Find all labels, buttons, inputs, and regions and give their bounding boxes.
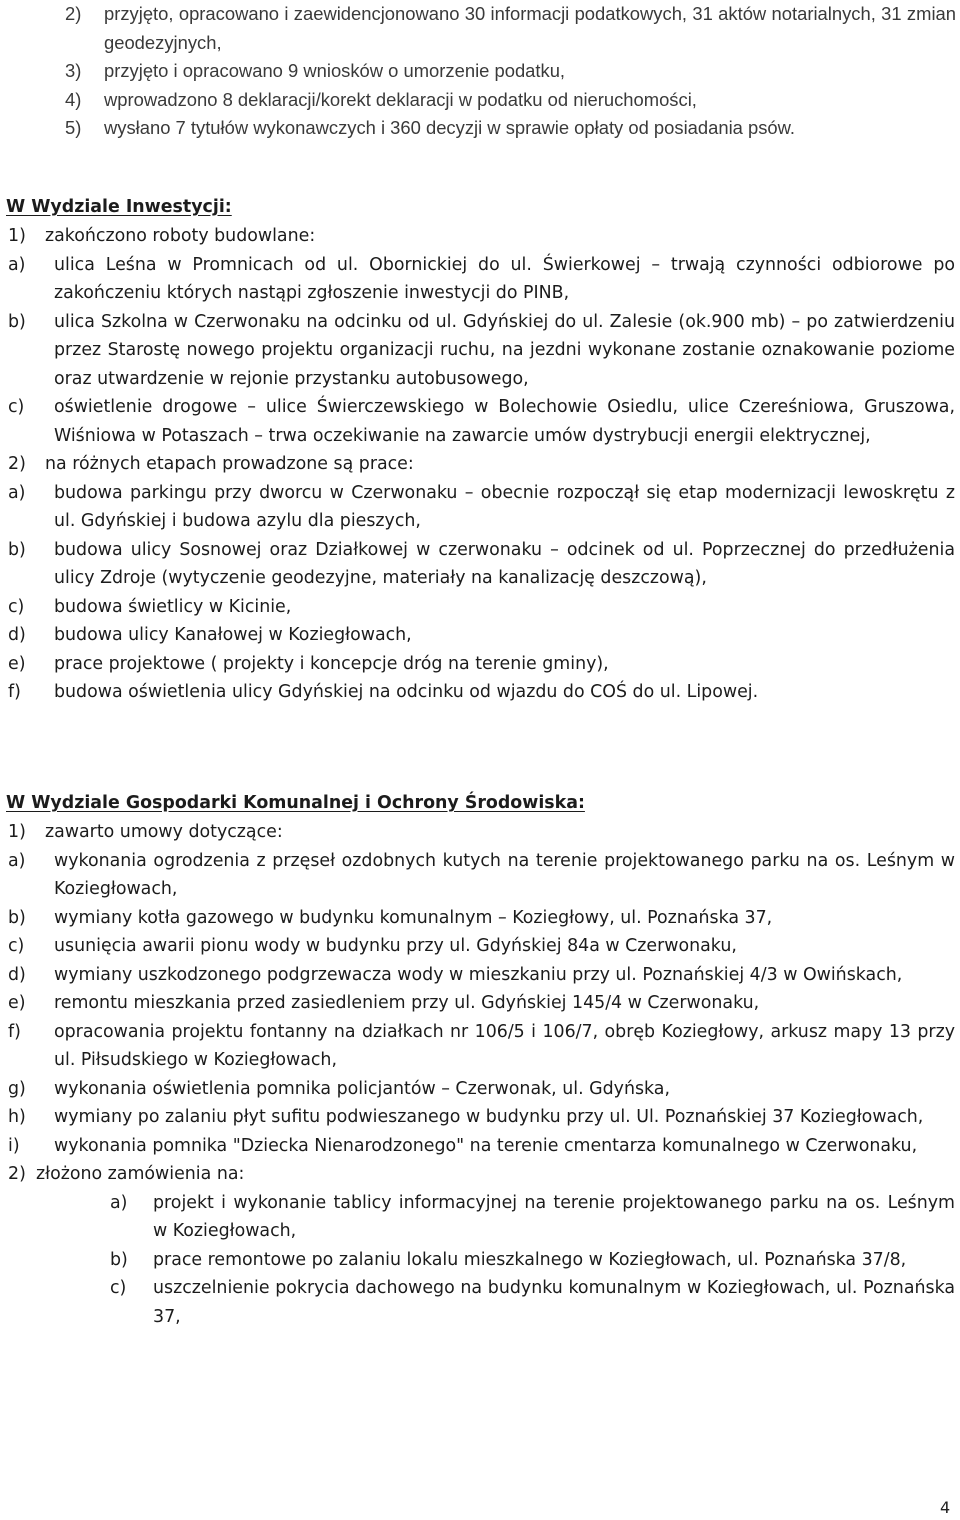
item-label: c) (8, 936, 25, 956)
item-label: 4) (65, 88, 82, 110)
page-number: 4 (940, 1498, 951, 1517)
list-item (0, 479, 960, 536)
item-text: wymiany uszkodzonego podgrzewacza wody w mieszkaniu przy ul. Poznańskiej 4/3 w Owińskach, (54, 964, 903, 985)
item-label: b) (8, 907, 26, 928)
item-label: b) (110, 1249, 128, 1270)
list-item (0, 450, 960, 479)
list-item (0, 904, 960, 933)
list-item (0, 650, 960, 679)
list-item (0, 847, 960, 904)
item-label: a) (8, 482, 26, 503)
list-item (0, 1246, 960, 1275)
item-label: d) (8, 625, 26, 645)
item-label: f) (8, 1021, 21, 1042)
item-label: 3) (65, 60, 82, 81)
list-item (0, 1189, 960, 1246)
item-label: 5) (65, 117, 82, 138)
item-label: a) (8, 850, 26, 871)
item-label: c) (8, 397, 25, 417)
item-text: wymiany po zalaniu płyt sufitu podwieszanego w budynku przy ul. Ul. Poznańskiej 37 Koziegłowach, (54, 1107, 924, 1127)
list-item (0, 86, 960, 115)
list-item (0, 393, 960, 450)
item-label: b) (8, 539, 26, 560)
item-text: wykonania pomnika "Dziecka Nienarodzonego" na terenie cmentarza komunalnego w Czerwonaku, (54, 1135, 918, 1156)
list-item (0, 1160, 960, 1189)
item-text: budowa oświetlenia ulicy Gdyńskiej na odcinku od wjazdu do COŚ do ul. Lipowej. (54, 682, 759, 702)
list-item (0, 989, 960, 1018)
item-text: prace remontowe po zalaniu lokalu mieszkalnego w Koziegłowach, ul. Poznańska 37/8, (153, 1249, 907, 1270)
list-item (0, 114, 960, 143)
item-text: ulica Leśna w Promnicach od ul. Obornickiej do ul. Świerkowej – trwają czynności odbiorowe po zakończeniu których nastąpi zgłoszenie inwestycji do PINB, (54, 254, 955, 303)
list-item (0, 961, 960, 990)
list-item (0, 251, 960, 308)
list-item (0, 308, 960, 394)
item-text: remontu mieszkania przed zasiedleniem przy ul. Gdyńskiej 145/4 w Czerwonaku, (54, 993, 760, 1013)
list-item (0, 57, 960, 86)
item-label: c) (8, 596, 25, 617)
item-text: budowa ulicy Sosnowej oraz Działkowej w czerwonaku – odcinek od ul. Poprzecznej do przedłużenia ulicy Zdroje (wytyczenie geodezyjne, materiały na kanalizację deszczową), (54, 539, 955, 588)
item-label: a) (8, 254, 26, 275)
item-label: 2) (8, 1164, 26, 1184)
communal-section (0, 818, 960, 1331)
item-label: h) (8, 1107, 26, 1127)
item-text: ulica Szkolna w Czerwonaku na odcinku od ul. Gdyńskiej do ul. Zalesie (ok.900 mb) – po zatwierdzeniu przez Starostę nowego projektu organizacji ruchu, na jezdni wykonane zostanie oznakowanie poziome oraz utwardzenie w rejonie przystanku autobusowego, (54, 311, 955, 389)
list-item (0, 1274, 960, 1331)
tax-activities-list (0, 0, 960, 143)
item-label: i) (8, 1135, 20, 1156)
item-label: a) (110, 1192, 128, 1213)
item-text: projekt i wykonanie tablicy informacyjnej na terenie projektowanego parku na os. Leśnym w Koziegłowach, (153, 1192, 955, 1241)
item-text: zakończono roboty budowlane: (45, 226, 316, 246)
list-item (0, 818, 960, 847)
list-item (0, 621, 960, 650)
list-item (0, 1075, 960, 1104)
item-label: e) (8, 653, 26, 674)
section-heading: W Wydziale Inwestycji: (6, 197, 232, 217)
item-text: uszczelnienie pokrycia dachowego na budynku komunalnym w Koziegłowach, ul. Poznańska 37, (153, 1278, 955, 1327)
list-item (0, 932, 960, 961)
item-text: wymiany kotła gazowego w budynku komunalnym – Koziegłowy, ul. Poznańska 37, (54, 907, 773, 928)
item-text: budowa parkingu przy dworcu w Czerwonaku – obecnie rozpoczął się etap modernizacji lewoskrętu z ul. Gdyńskiej i budowa azylu dla pieszych, (54, 482, 955, 531)
list-item (0, 536, 960, 593)
item-label: g) (8, 1078, 26, 1099)
list-item (0, 678, 960, 707)
list-item (0, 1103, 960, 1132)
item-text: przyjęto i opracowano 9 wniosków o umorzenie podatku, (104, 60, 566, 81)
item-text: oświetlenie drogowe – ulice Świerczewskiego w Bolechowie Osiedlu, ulice Czereśniowa, Gruszowa, Wiśniowa w Potaszach – trwa oczekiwanie na zawarcie umów dystrybucji energii elektrycznej, (54, 397, 955, 446)
item-label: 2) (8, 454, 26, 474)
item-label: d) (8, 964, 26, 985)
item-label: c) (110, 1278, 127, 1298)
list-item (0, 1132, 960, 1161)
item-text: wprowadzono 8 deklaracji/korekt deklaracji w podatku od nieruchomości, (104, 88, 697, 110)
list-item (0, 593, 960, 622)
item-label: b) (8, 311, 26, 332)
list-item (0, 0, 960, 57)
item-text: wysłano 7 tytułów wykonawczych i 360 decyzji w sprawie opłaty od posiadania psów. (104, 117, 796, 138)
item-text: usunięcia awarii pionu wody w budynku przy ul. Gdyńskiej 84a w Czerwonaku, (54, 936, 737, 956)
item-text: prace projektowe ( projekty i koncepcje dróg na terenie gminy), (54, 653, 609, 674)
section-heading: W Wydziale Gospodarki Komunalnej i Ochrony Środowiska: (6, 793, 585, 813)
list-item (0, 222, 960, 251)
item-text: złożono zamówienia na: (36, 1164, 245, 1184)
item-label: 2) (65, 3, 82, 24)
item-text: wykonania oświetlenia pomnika policjantów – Czerwonak, ul. Gdyńska, (54, 1078, 670, 1099)
item-label: f) (8, 682, 21, 702)
investments-section (0, 222, 960, 707)
item-text: budowa ulicy Kanałowej w Koziegłowach, (54, 625, 412, 645)
item-label: 1) (8, 822, 26, 842)
item-text: przyjęto, opracowano i zaewidencjonowano 30 informacji podatkowych, 31 aktów notarialnych, 31 zmian geodezyjnych, (104, 3, 956, 53)
item-label: 1) (8, 226, 26, 246)
item-label: e) (8, 993, 26, 1013)
list-item (0, 1018, 960, 1075)
item-text: wykonania ogrodzenia z przęseł ozdobnych kutych na terenie projektowanego parku na os. Leśnym w Koziegłowach, (54, 850, 955, 899)
item-text: budowa świetlicy w Kicinie, (54, 596, 292, 617)
item-text: zawarto umowy dotyczące: (45, 822, 283, 842)
item-text: na różnych etapach prowadzone są prace: (45, 454, 414, 474)
item-text: opracowania projektu fontanny na działkach nr 106/5 i 106/7, obręb Koziegłowy, arkusz mapy 13 przy ul. Piłsudskiego w Koziegłowach, (54, 1021, 955, 1070)
